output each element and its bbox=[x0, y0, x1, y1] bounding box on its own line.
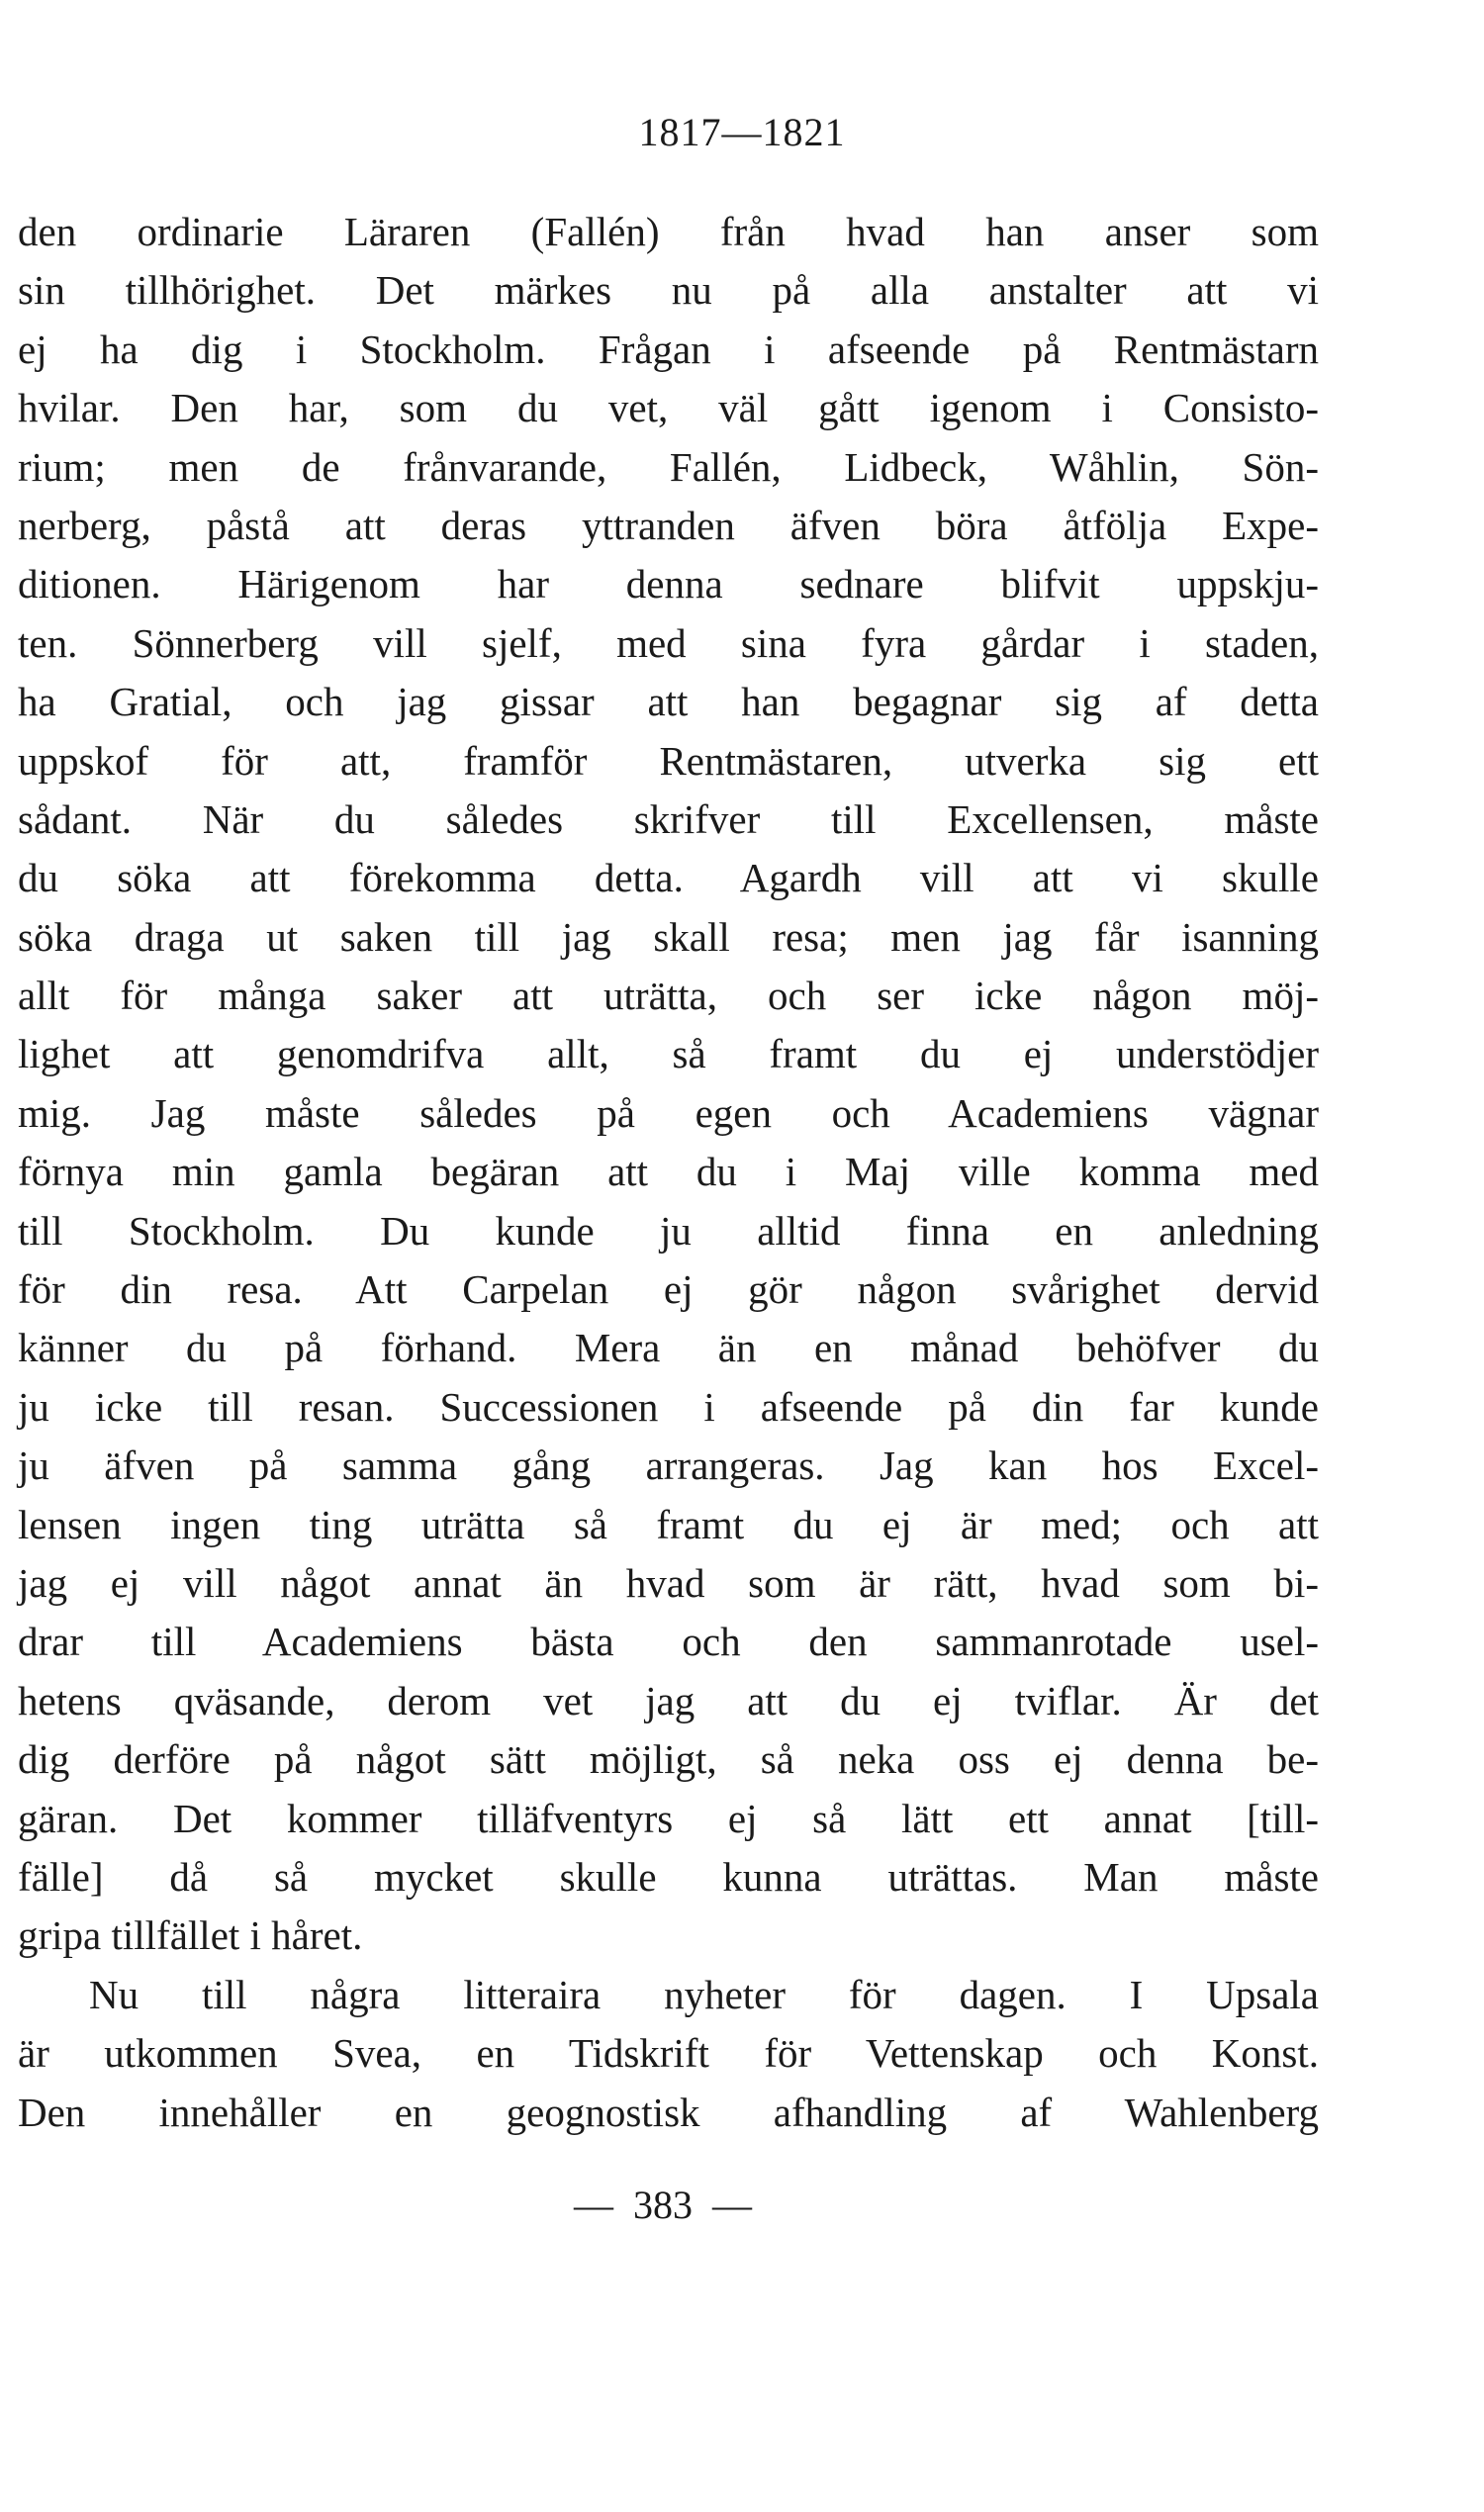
text-line: ha Gratial, och jag gissar att han begagnar sig af detta bbox=[18, 679, 1319, 725]
text-line: mig. Jag måste således på egen och Academiens vägnar bbox=[18, 1089, 1319, 1136]
text-line: fälle] då så mycket skulle kunna uträttas. Man måste bbox=[18, 1853, 1319, 1900]
text-line: ditionen. Härigenom har denna sednare blifvit uppskju- bbox=[18, 561, 1319, 607]
text-line: ten. Sönnerberg vill sjelf, med sina fyra gårdar i staden, bbox=[18, 619, 1319, 666]
text-line: är utkommen Svea, en Tidskrift för Vettenskap och Konst. bbox=[18, 2030, 1319, 2077]
running-head: 1817—1821 bbox=[638, 110, 846, 154]
text-line: Den innehåller en geognostisk afhandling af Wahlenberg bbox=[18, 2089, 1319, 2135]
text-line: sådant. När du således skrifver till Excellensen, måste bbox=[18, 795, 1319, 842]
text-line: drar till Academiens bästa och den sammanrotade usel- bbox=[18, 1619, 1319, 1665]
text-line: rium; men de frånvarande, Fallén, Lidbeck, Wåhlin, Sön- bbox=[18, 443, 1319, 490]
text-line: känner du på förhand. Mera än en månad behöfver du bbox=[18, 1325, 1319, 1371]
page-number: — 383 — bbox=[574, 2183, 752, 2227]
text-line: ju icke till resan. Successionen i afseende på din far kunde bbox=[18, 1383, 1319, 1430]
text-line: uppskof för att, framför Rentmästaren, utverka sig ett bbox=[18, 737, 1319, 784]
text-line: lighet att genomdrifva allt, så framt du ej understödjer bbox=[18, 1031, 1319, 1077]
text-line: till Stockholm. Du kunde ju alltid finna en anledning bbox=[18, 1207, 1319, 1254]
text-line: gäran. Det kommer tilläfventyrs ej så lätt ett annat [till- bbox=[18, 1795, 1319, 1841]
text-line: du söka att förekomma detta. Agardh vill att vi skulle bbox=[18, 855, 1319, 901]
body-text bbox=[18, 203, 1319, 2142]
text-line: för din resa. Att Carpelan ej gör någon svårighet dervid bbox=[18, 1266, 1319, 1313]
text-line: ju äfven på samma gång arrangeras. Jag kan hos Excel- bbox=[18, 1442, 1319, 1489]
paragraph-last-line: gripa tillfället i håret. bbox=[18, 1912, 363, 1959]
text-line: hvilar. Den har, som du vet, väl gått igenom i Consisto- bbox=[18, 385, 1319, 431]
text-line: söka draga ut saken till jag skall resa; men jag får isanning bbox=[18, 913, 1319, 960]
text-line: jag ej vill något annat än hvad som är rätt, hvad som bi- bbox=[18, 1559, 1319, 1606]
text-line: den ordinarie Läraren (Fallén) från hvad han anser som bbox=[18, 209, 1319, 254]
paragraph-first-line: Nu till några litteraira nyheter för dagen. I Upsala bbox=[89, 1971, 1319, 2017]
text-line: ej ha dig i Stockholm. Frågan i afseende på Rentmästarn bbox=[18, 326, 1319, 372]
text-line: allt för många saker att uträtta, och ser icke någon möj- bbox=[18, 973, 1319, 1019]
text-line: sin tillhörighet. Det märkes nu på alla anstalter att vi bbox=[18, 267, 1319, 314]
text-line: förnya min gamla begäran att du i Maj ville komma med bbox=[18, 1149, 1319, 1195]
text-line: hetens qväsande, derom vet jag att du ej tviflar. Är det bbox=[18, 1677, 1319, 1723]
text-line: lensen ingen ting uträtta så framt du ej är med; och att bbox=[18, 1501, 1319, 1547]
text-line: dig derföre på något sätt möjligt, så neka oss ej denna be- bbox=[18, 1736, 1319, 1783]
text-line: nerberg, påstå att deras yttranden äfven böra åtfölja Expe- bbox=[18, 502, 1319, 548]
